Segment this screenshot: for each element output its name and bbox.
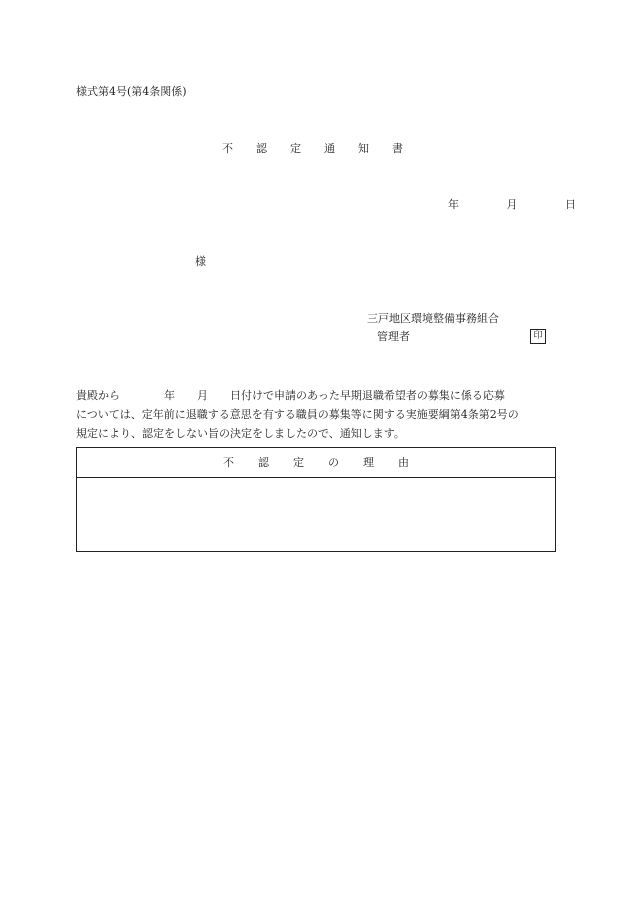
form-number: 様式第4号(第4条関係) [76,85,187,98]
recipient-suffix: 様 [195,255,206,268]
date-line: 年 月 日 [448,198,598,211]
notice-body-line: については、定年前に退職する意思を有する職員の募集等に関する実施要綱第4条第2号の [76,408,519,421]
document-title: 不認定通知書 [222,142,426,155]
reason-table [76,447,556,552]
issuer-title: 管理者 [377,330,410,343]
notice-body [76,386,558,443]
notice-body-line: 規定により、認定をしない旨の決定をしましたので、通知します。 [76,427,405,440]
notice-body-line: 貴殿から 年 月 日付けで申請のあった早期退職希望者の募集に係る応募 [76,389,505,402]
issuer-organization: 三戸地区環境整備事務組合 [367,312,499,325]
reason-table-body [77,478,555,552]
reason-table-header: 不認定の理由 [77,448,555,478]
seal-stamp: 印 [530,329,546,344]
